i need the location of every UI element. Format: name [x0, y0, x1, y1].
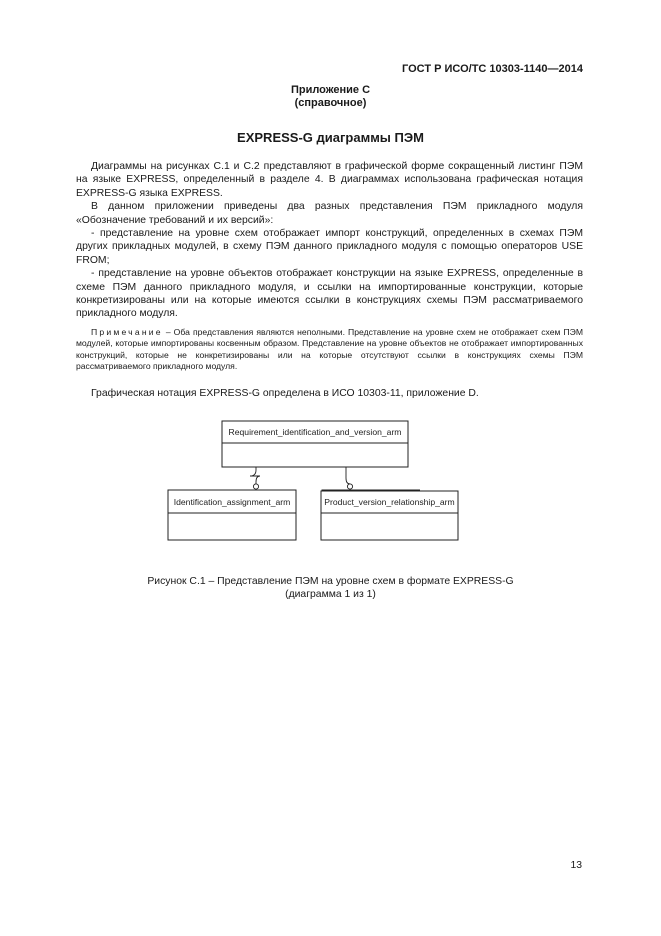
page-number: 13 [570, 860, 582, 871]
right-connector-circle [347, 484, 352, 489]
notation-text: Графическая нотация EXPRESS-G определена в ИСО 10303-11, приложение D. [91, 388, 479, 399]
paragraph-4: - представление на уровне объектов отображает конструкции на языке EXPRESS, определенные в схеме ПЭМ данного прикладного модуля, и ссылки на импортированные конструкции, которые конкретизированы или на которые имеются ссылки в конструкциях схемы ПЭМ рассматриваемого прикладного модуля. [76, 268, 583, 320]
caption-line-2: (диаграмма 1 из 1) [285, 589, 376, 600]
caption-line-1: Рисунок С.1 – Представление ПЭМ на уровне схем в формате EXPRESS-G [147, 576, 514, 587]
annex-title: Приложение С [290, 84, 371, 96]
top-box-label: Requirement_identification_and_version_arm [228, 427, 402, 437]
paragraph-3: - представление на уровне схем отображает импорт конструкций, определенных в схемах ПЭМ других прикладных модулей, в схему ПЭМ данного прикладного модуля с помощью операторов USE FROM; [76, 228, 583, 266]
section-title: EXPRESS-G диаграммы ПЭМ [237, 130, 424, 145]
connector-lines [250, 467, 350, 487]
top-entity-box [222, 421, 408, 467]
note-block [76, 327, 583, 373]
note-paragraph [76, 327, 583, 373]
express-g-diagram [160, 420, 455, 549]
right-box-svg [320, 490, 460, 542]
left-entity-box [168, 490, 296, 540]
annex-type: (справочное) [294, 97, 367, 109]
left-connector-circle [253, 484, 258, 489]
paragraph-2: В данном приложении приведены два разных представления ПЭМ прикладного модуля «Обозначение требований и их версий»: [76, 201, 583, 226]
paragraph-1: Диаграммы на рисунках С.1 и С.2 представляют в графической форме сокращенный листинг ПЭМ на языке EXPRESS, определенный в разделе 4. В диаграммах использована графическая нотация EXPRESS-G языка EXPRESS. [76, 161, 583, 199]
annex-heading [0, 84, 661, 110]
standard-code: ГОСТ Р ИСО/ТС 10303-1140—2014 [402, 63, 583, 75]
body-text [76, 160, 583, 321]
right-box-label: Product_version_relationship_arm [324, 497, 455, 507]
left-box-label: Identification_assignment_arm [173, 497, 291, 507]
note-label: Примечание [91, 327, 163, 337]
figure-caption [0, 575, 661, 601]
note-text: – Оба представления являются неполными. Представление на уровне схем не отображает схем ПЭМ модулей, которые импортированы косвенным образом. Представление на уровне объектов не отображает импортированных конструкций, которые не конкретизированы или на которые отсутствуют ссылки в конструкциях схемы ПЭМ рассматриваемого прикладного модуля. [76, 327, 583, 372]
